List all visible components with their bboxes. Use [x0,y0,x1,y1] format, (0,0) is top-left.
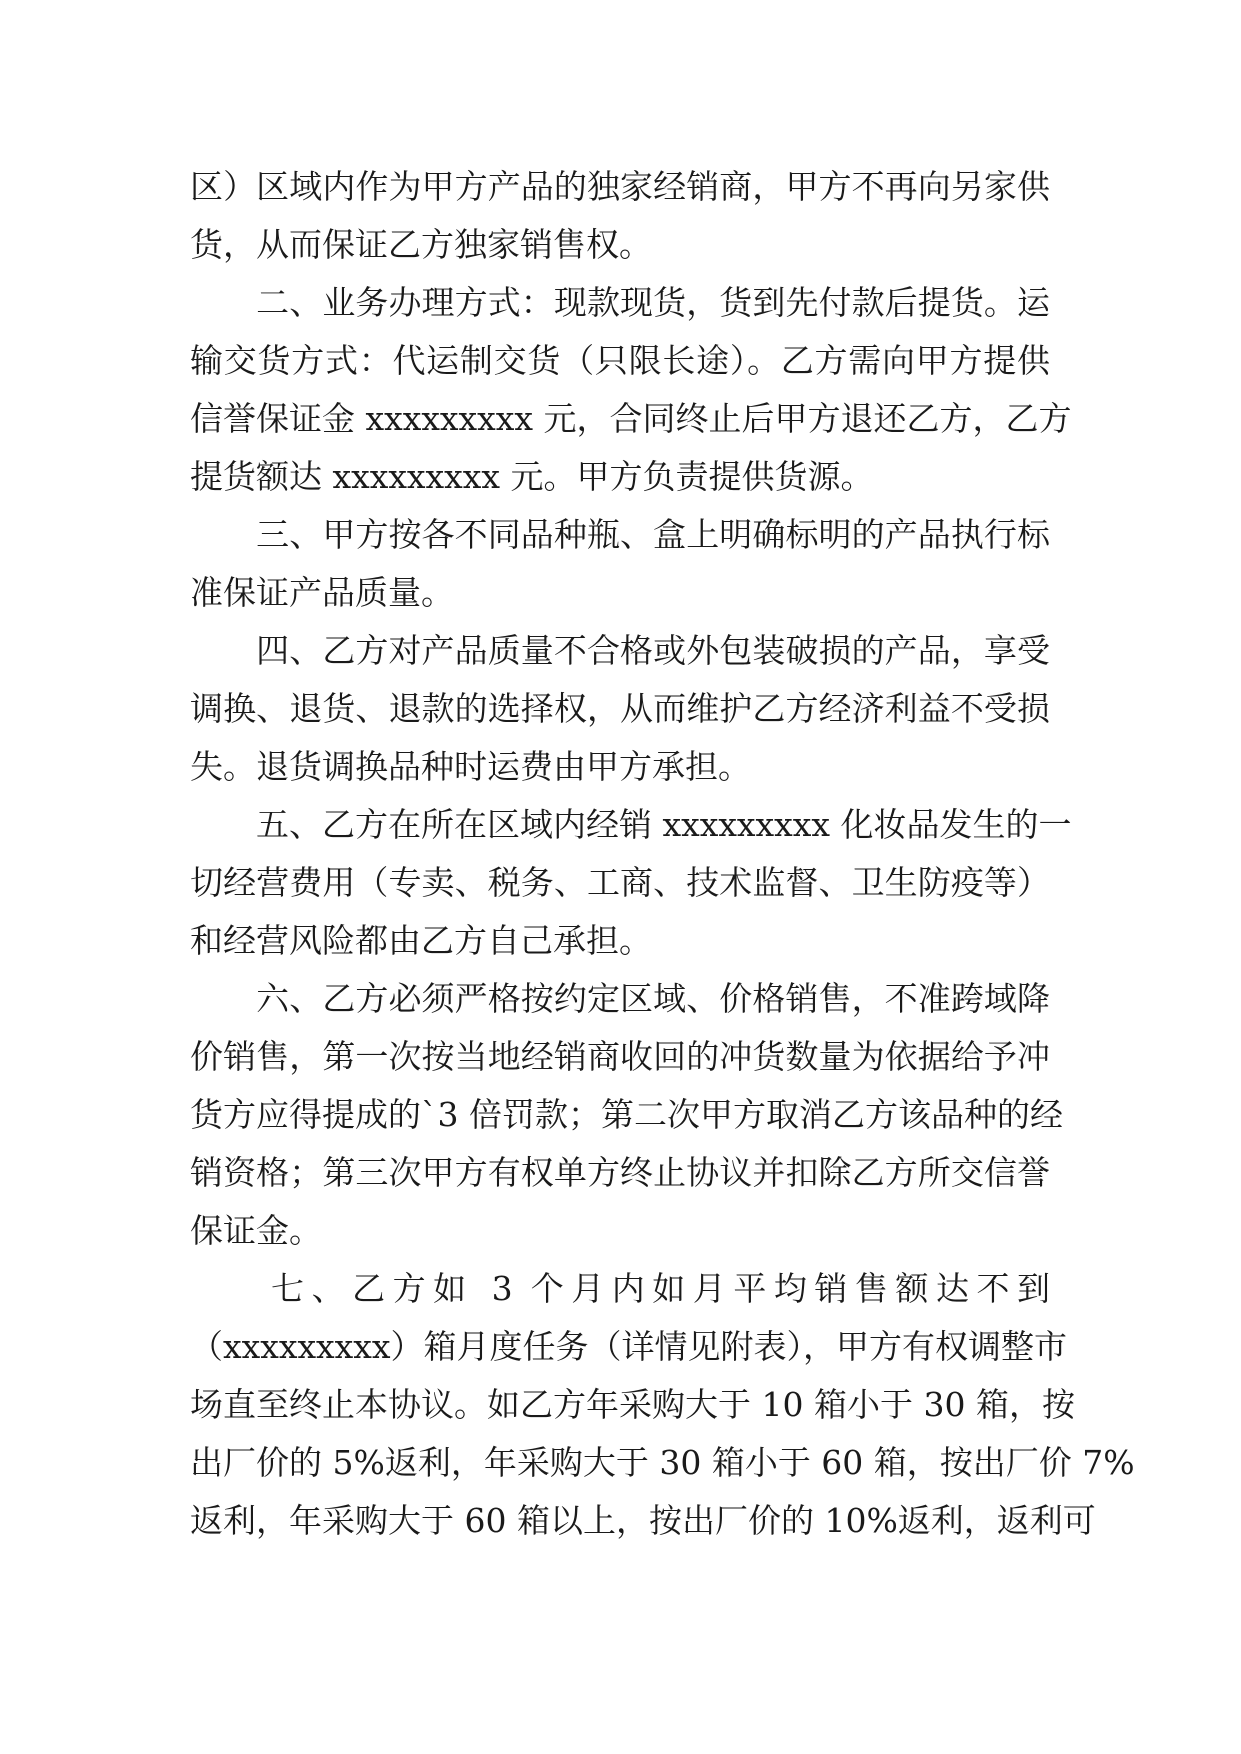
text-line: 五、乙方在所在区域内经销 xxxxxxxxx 化妆品发生的一 [190,805,1072,844]
text-line: 区）区域内作为甲方产品的独家经销商，甲方不再向另家供 [190,167,1050,206]
text-line: 价销售，第一次按当地经销商收回的冲货数量为依据给予冲 [190,1037,1050,1076]
text-line: 调换、退货、退款的选择权，从而维护乙方经济利益不受损 [190,689,1050,728]
paragraph-7 [190,1260,1135,1550]
text-line: 场直至终止本协议。如乙方年采购大于 10 箱小于 30 箱，按 [190,1385,1075,1424]
text-line: 和经营风险都由乙方自己承担。 [190,921,652,960]
text-line: 信誉保证金 xxxxxxxxx 元，合同终止后甲方退还乙方，乙方 [190,399,1072,438]
paragraph-2 [190,274,1072,506]
text-line: 切经营费用（专卖、税务、工商、技术监督、卫生防疫等） [190,863,1050,902]
text-line: 保证金。 [190,1211,322,1250]
paragraph-6 [190,970,1063,1260]
text-line: 二、业务办理方式：现款现货，货到先付款后提货。运 [190,283,1050,322]
text-line: 返利，年采购大于 60 箱以上，按出厂价的 10%返利，返利可 [190,1501,1096,1540]
paragraph-3 [190,506,1050,622]
text-line: 货方应得提成的`3 倍罚款；第二次甲方取消乙方该品种的经 [190,1095,1063,1134]
paragraph-5 [190,796,1072,970]
text-line: 六、乙方必须严格按约定区域、价格销售，不准跨域降 [190,979,1050,1018]
text-line: 失。退货调换品种时运费由甲方承担。 [190,747,751,786]
text-line: 三、甲方按各不同品种瓶、盒上明确标明的产品执行标 [190,515,1050,554]
text-line: 四、乙方对产品质量不合格或外包装破损的产品，享受 [190,631,1050,670]
text-line: 输交货方式：代运制交货（只限长途）。乙方需向甲方提供 [190,341,1050,380]
text-line: （xxxxxxxxx）箱月度任务（详情见附表），甲方有权调整市 [190,1327,1067,1366]
paragraph-4 [190,622,1050,796]
text-line: 销资格；第三次甲方有权单方终止协议并扣除乙方所交信誉 [190,1153,1050,1192]
text-line: 提货额达 xxxxxxxxx 元。甲方负责提供货源。 [190,457,874,496]
text-line: 货，从而保证乙方独家销售权。 [190,225,652,264]
paragraph-1 [190,158,1050,274]
text-line: 准保证产品质量。 [190,573,454,612]
text-line: 七、乙方如 3 个月内如月平均销售额达不到 [190,1269,1050,1308]
text-line: 出厂价的 5%返利，年采购大于 30 箱小于 60 箱，按出厂价 7% [190,1443,1135,1482]
contract-body-text [190,158,1135,1550]
